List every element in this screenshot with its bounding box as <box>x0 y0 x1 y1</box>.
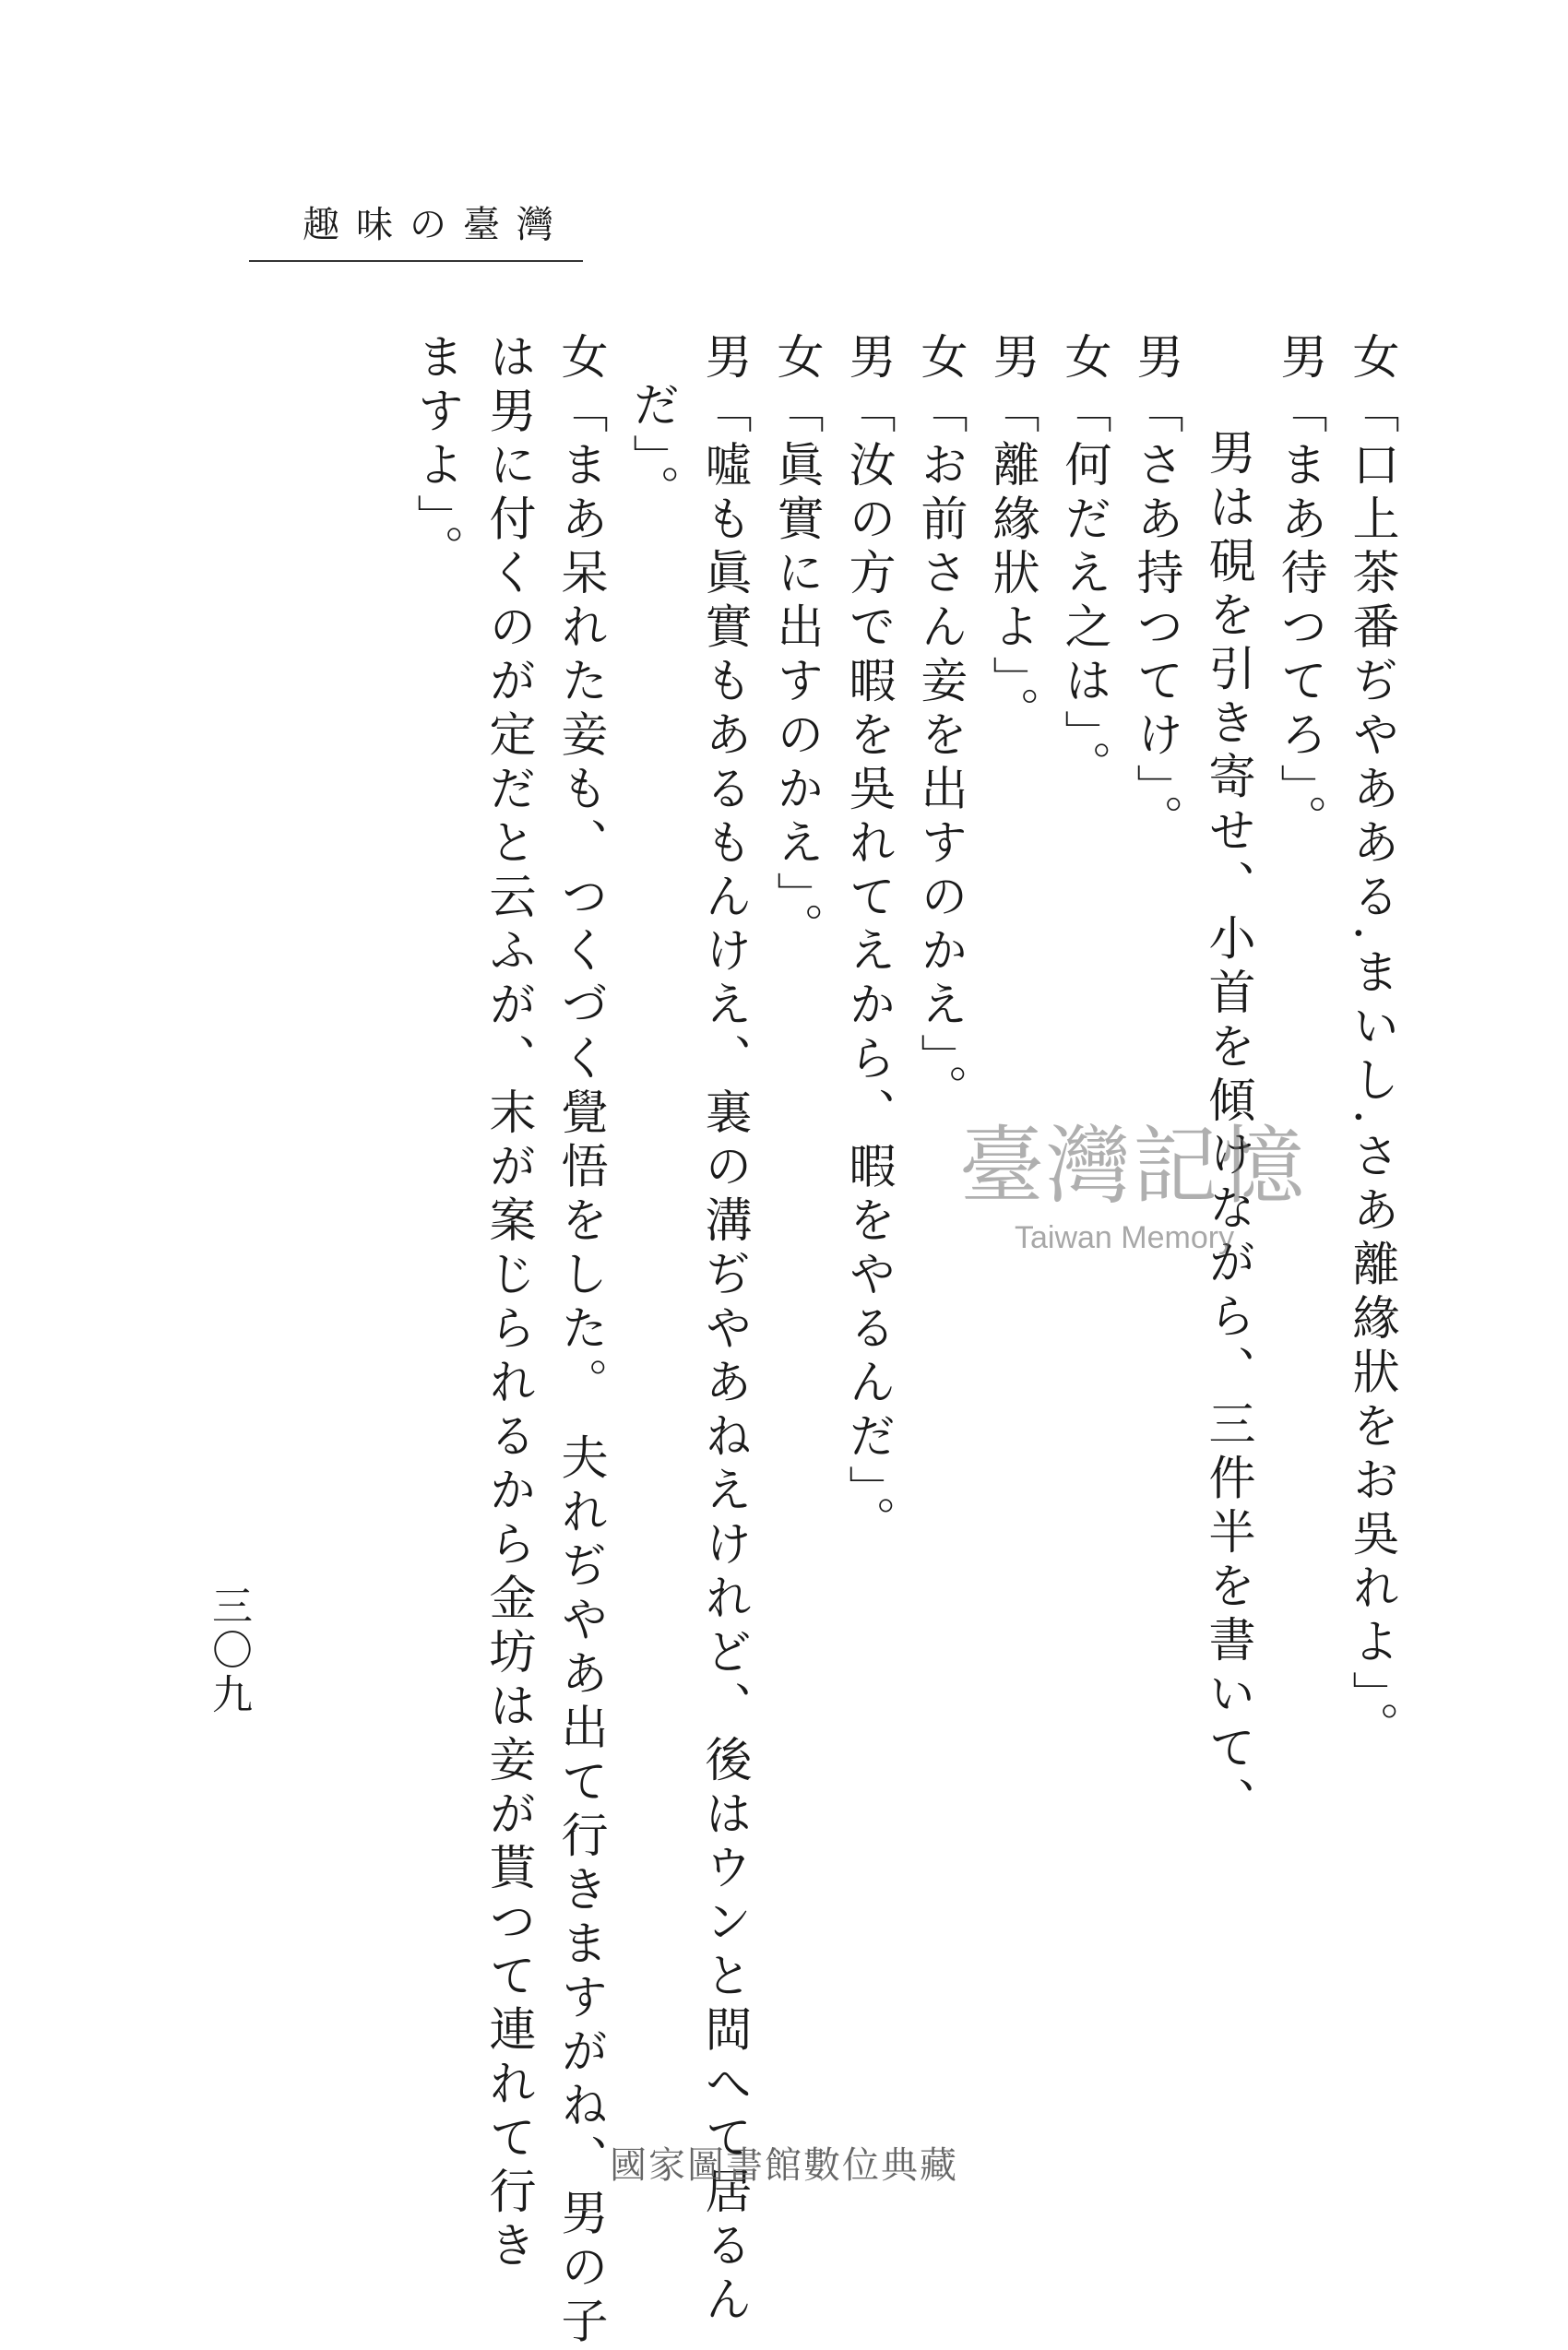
watermark-en-text: Taiwan Memory <box>1015 1220 1235 1255</box>
text-line: 女「何だえ之は」。 <box>1056 332 1111 794</box>
text-line: 男「さあ持つてけ」。 <box>1128 332 1182 849</box>
text-line: 女「まあ呆れた妾も、つくづく覺悟をした。 夫れぢやあ出て行きますがね、男の子 <box>552 332 607 2350</box>
page-number: 三〇九 <box>205 1584 252 1717</box>
text-line: は男に付くのが定だと云ふが、末が案じられるから金坊は妾が貰つて連れて行き <box>481 332 535 2274</box>
text-line: 男「噓も眞實もあるもんけえ、裏の溝ぢやあねえけれど、後はウンと閊へて居るん <box>696 332 751 2329</box>
text-line: 男「汝の方で暇を吳れてえから、暇をやるんだ」。 <box>840 332 895 1549</box>
text-line: 男「離緣狀よ」。 <box>984 332 1039 741</box>
header-rule <box>249 260 583 262</box>
text-line: だ」。 <box>624 380 679 518</box>
text-line: ますよ」。 <box>409 332 463 578</box>
text-line: 男「まあ待つてろ」。 <box>1272 332 1326 849</box>
text-line: 女「お前さん妾を出すのかえ」。 <box>912 332 967 1118</box>
watermark-cjk-text: 臺灣記憶 <box>959 1117 1307 1216</box>
text-line: 女「眞實に出すのかえ」。 <box>768 332 823 956</box>
running-header-title: 趣味の臺灣 <box>303 204 570 246</box>
footer-library-credit: 國家圖書館數位典藏 <box>610 2144 958 2187</box>
text-line: 女「口上茶番ぢやあある.まいし.さあ離緣狀をお吳れよ」。 <box>1344 332 1398 1755</box>
text-line: 男は硯を引き寄せ、小首を傾けながら、三件半を書いて、 <box>1200 428 1254 1831</box>
